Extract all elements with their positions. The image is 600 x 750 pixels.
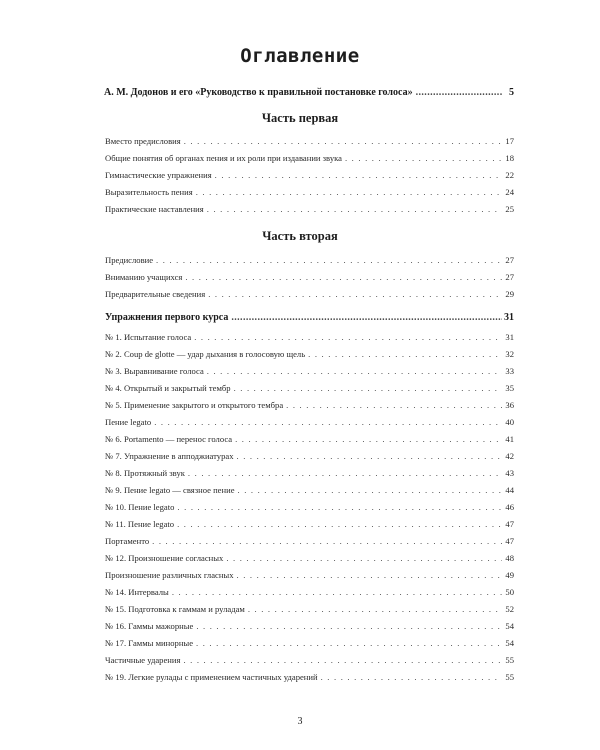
dot-leader [194, 331, 502, 343]
toc-entry-label: № 8. Протяжный звук [105, 468, 185, 478]
toc-entry-page: 5 [509, 87, 514, 98]
toc-entry-page: 54 [505, 638, 514, 648]
toc-entry [105, 186, 514, 198]
toc-entry-label: Практические наставления [105, 204, 204, 214]
toc-entry-page: 44 [505, 485, 514, 495]
toc-entry-page: 48 [505, 553, 514, 563]
dot-leader [154, 416, 502, 428]
dot-leader [196, 637, 502, 649]
dot-leader [235, 433, 502, 445]
toc-entry-label: Упражнения первого курса [105, 312, 229, 323]
toc-entry-page: 27 [505, 255, 514, 265]
toc-entry-label: Портаменто [105, 536, 150, 546]
toc-entry-page: 25 [505, 204, 514, 214]
dot-leader [188, 467, 502, 479]
toc-entry [105, 399, 514, 411]
dot-leader [207, 365, 502, 377]
toc-entry-page: 27 [505, 272, 514, 282]
toc-entry-page: 54 [505, 621, 514, 631]
toc-entry [105, 671, 514, 683]
toc-entry-label: № 15. Подготовка к гаммам и руладам [105, 604, 245, 614]
toc-entry-page: 49 [505, 570, 514, 580]
dot-leader [184, 135, 502, 147]
toc-entry [105, 569, 514, 581]
dot-leader [416, 87, 502, 99]
toc-entry-label: № 12. Произношение согласных [105, 553, 224, 563]
page-title: Оглавление [240, 45, 360, 67]
toc-entry-label: № 7. Упражнение в апподжиатурах [105, 451, 234, 461]
dot-leader [177, 518, 502, 530]
toc-entry-label: № 9. Пение legato — связное пение [105, 485, 235, 495]
toc-entry [105, 586, 514, 598]
toc-entry-page: 17 [505, 136, 514, 146]
toc-entry-label: № 4. Открытый и закрытый тембр [105, 383, 231, 393]
toc-entry [105, 552, 514, 564]
toc-entry-page: 43 [505, 468, 514, 478]
toc-entry [105, 152, 514, 164]
toc-entry [105, 654, 514, 666]
toc-entry-page: 46 [505, 502, 514, 512]
toc-entry [105, 365, 514, 377]
toc-entry-page: 41 [505, 434, 514, 444]
toc-entry [105, 169, 514, 181]
toc-entry [105, 637, 514, 649]
toc-entry-intro [104, 87, 514, 99]
toc-entry-label: № 19. Легкие рулады с применением частичных ударений [105, 672, 318, 682]
toc-entry-label: Пение legato [105, 417, 152, 427]
dot-leader [156, 254, 502, 266]
toc-entry-label: № 14. Интервалы [105, 587, 169, 597]
toc-entry [105, 135, 514, 147]
dot-leader [215, 169, 502, 181]
toc-entry-page: 50 [505, 587, 514, 597]
toc-entry-label: № 2. Coup de glotte — удар дыхания в голосовую щель [105, 349, 306, 359]
toc-entry-page: 40 [505, 417, 514, 427]
toc-entry-label: № 17. Гаммы минорные [105, 638, 194, 648]
toc-entry-label: Предварительные сведения [105, 289, 206, 299]
dot-leader [172, 586, 502, 598]
toc-entry-label: Гимнастические упражнения [105, 170, 212, 180]
toc-entry-page: 55 [505, 655, 514, 665]
dot-leader [177, 501, 502, 513]
dot-leader [207, 203, 502, 215]
toc-entry-label: Вместо предисловия [105, 136, 181, 146]
toc-entry-page: 24 [505, 187, 514, 197]
toc-entry-page: 42 [505, 451, 514, 461]
toc-entry-page: 33 [505, 366, 514, 376]
toc-entry [105, 535, 514, 547]
toc-entry-label: № 3. Выравнивание голоса [105, 366, 204, 376]
toc-entry-label: № 6. Portamento — перенос голоса [105, 434, 233, 444]
toc-entry-page: 32 [505, 349, 514, 359]
dot-leader [196, 620, 502, 632]
toc-entry [105, 203, 514, 215]
toc-entry [105, 501, 514, 513]
toc-entry-page: 52 [505, 604, 514, 614]
dot-leader [237, 569, 503, 581]
dot-leader [152, 535, 502, 547]
dot-leader [234, 382, 502, 394]
dot-leader [196, 186, 502, 198]
toc-entry-page: 31 [504, 312, 514, 323]
dot-leader [308, 348, 502, 360]
toc-entry [105, 433, 514, 445]
toc-entry [105, 484, 514, 496]
toc-entry [105, 288, 514, 300]
toc-entry-label: Произношение различных гласных [105, 570, 234, 580]
dot-leader [238, 484, 502, 496]
toc-entry [105, 450, 514, 462]
toc-entry [105, 416, 514, 428]
toc-entry [105, 382, 514, 394]
toc-entry-label: № 10. Пение legato [105, 502, 175, 512]
toc-entry-page: 47 [505, 519, 514, 529]
toc-entry-page: 36 [505, 400, 514, 410]
toc-entry-label: Вниманию учащихся [105, 272, 183, 282]
toc-entry-label: Частичные ударения [105, 655, 181, 665]
toc-entry [105, 518, 514, 530]
toc-entry-page: 29 [505, 289, 514, 299]
dot-leader [345, 152, 502, 164]
dot-leader [321, 671, 502, 683]
toc-entry-label: А. М. Додонов и его «Руководство к правильной постановке голоса» [104, 87, 413, 98]
dot-leader [208, 288, 502, 300]
toc-entry-label: Предисловие [105, 255, 154, 265]
toc-entry-label: № 1. Испытание голоса [105, 332, 192, 342]
toc-entry [105, 348, 514, 360]
part-one-heading: Часть первая [261, 111, 339, 125]
dot-leader [226, 552, 502, 564]
dot-leader [286, 399, 502, 411]
toc-section-course [105, 312, 514, 324]
toc-entry-page: 22 [505, 170, 514, 180]
dot-leader [248, 603, 502, 615]
toc-entry-label: № 16. Гаммы мажорные [105, 621, 194, 631]
page-number: 3 [297, 716, 303, 727]
toc-entry-label: № 5. Применение закрытого и открытого тембра [105, 400, 284, 410]
toc-entry [105, 271, 514, 283]
toc-entry [105, 467, 514, 479]
dot-leader [237, 450, 503, 462]
toc-entry-page: 55 [505, 672, 514, 682]
toc-entry-page: 35 [505, 383, 514, 393]
toc-entry [105, 620, 514, 632]
toc-entry-label: № 11. Пение legato [105, 519, 175, 529]
toc-entry [105, 603, 514, 615]
dot-leader [185, 271, 502, 283]
toc-entry-page: 18 [505, 153, 514, 163]
toc-entry-page: 47 [505, 536, 514, 546]
dot-leader [231, 312, 502, 324]
dot-leader [183, 654, 502, 666]
part-two-heading: Часть вторая [262, 229, 338, 243]
toc-entry-label: Выразительность пения [105, 187, 193, 197]
toc-entry-page: 31 [505, 332, 514, 342]
toc-entry-label: Общие понятия об органах пения и их роли при издавании звука [105, 153, 342, 163]
toc-entry [105, 254, 514, 266]
toc-entry [105, 331, 514, 343]
